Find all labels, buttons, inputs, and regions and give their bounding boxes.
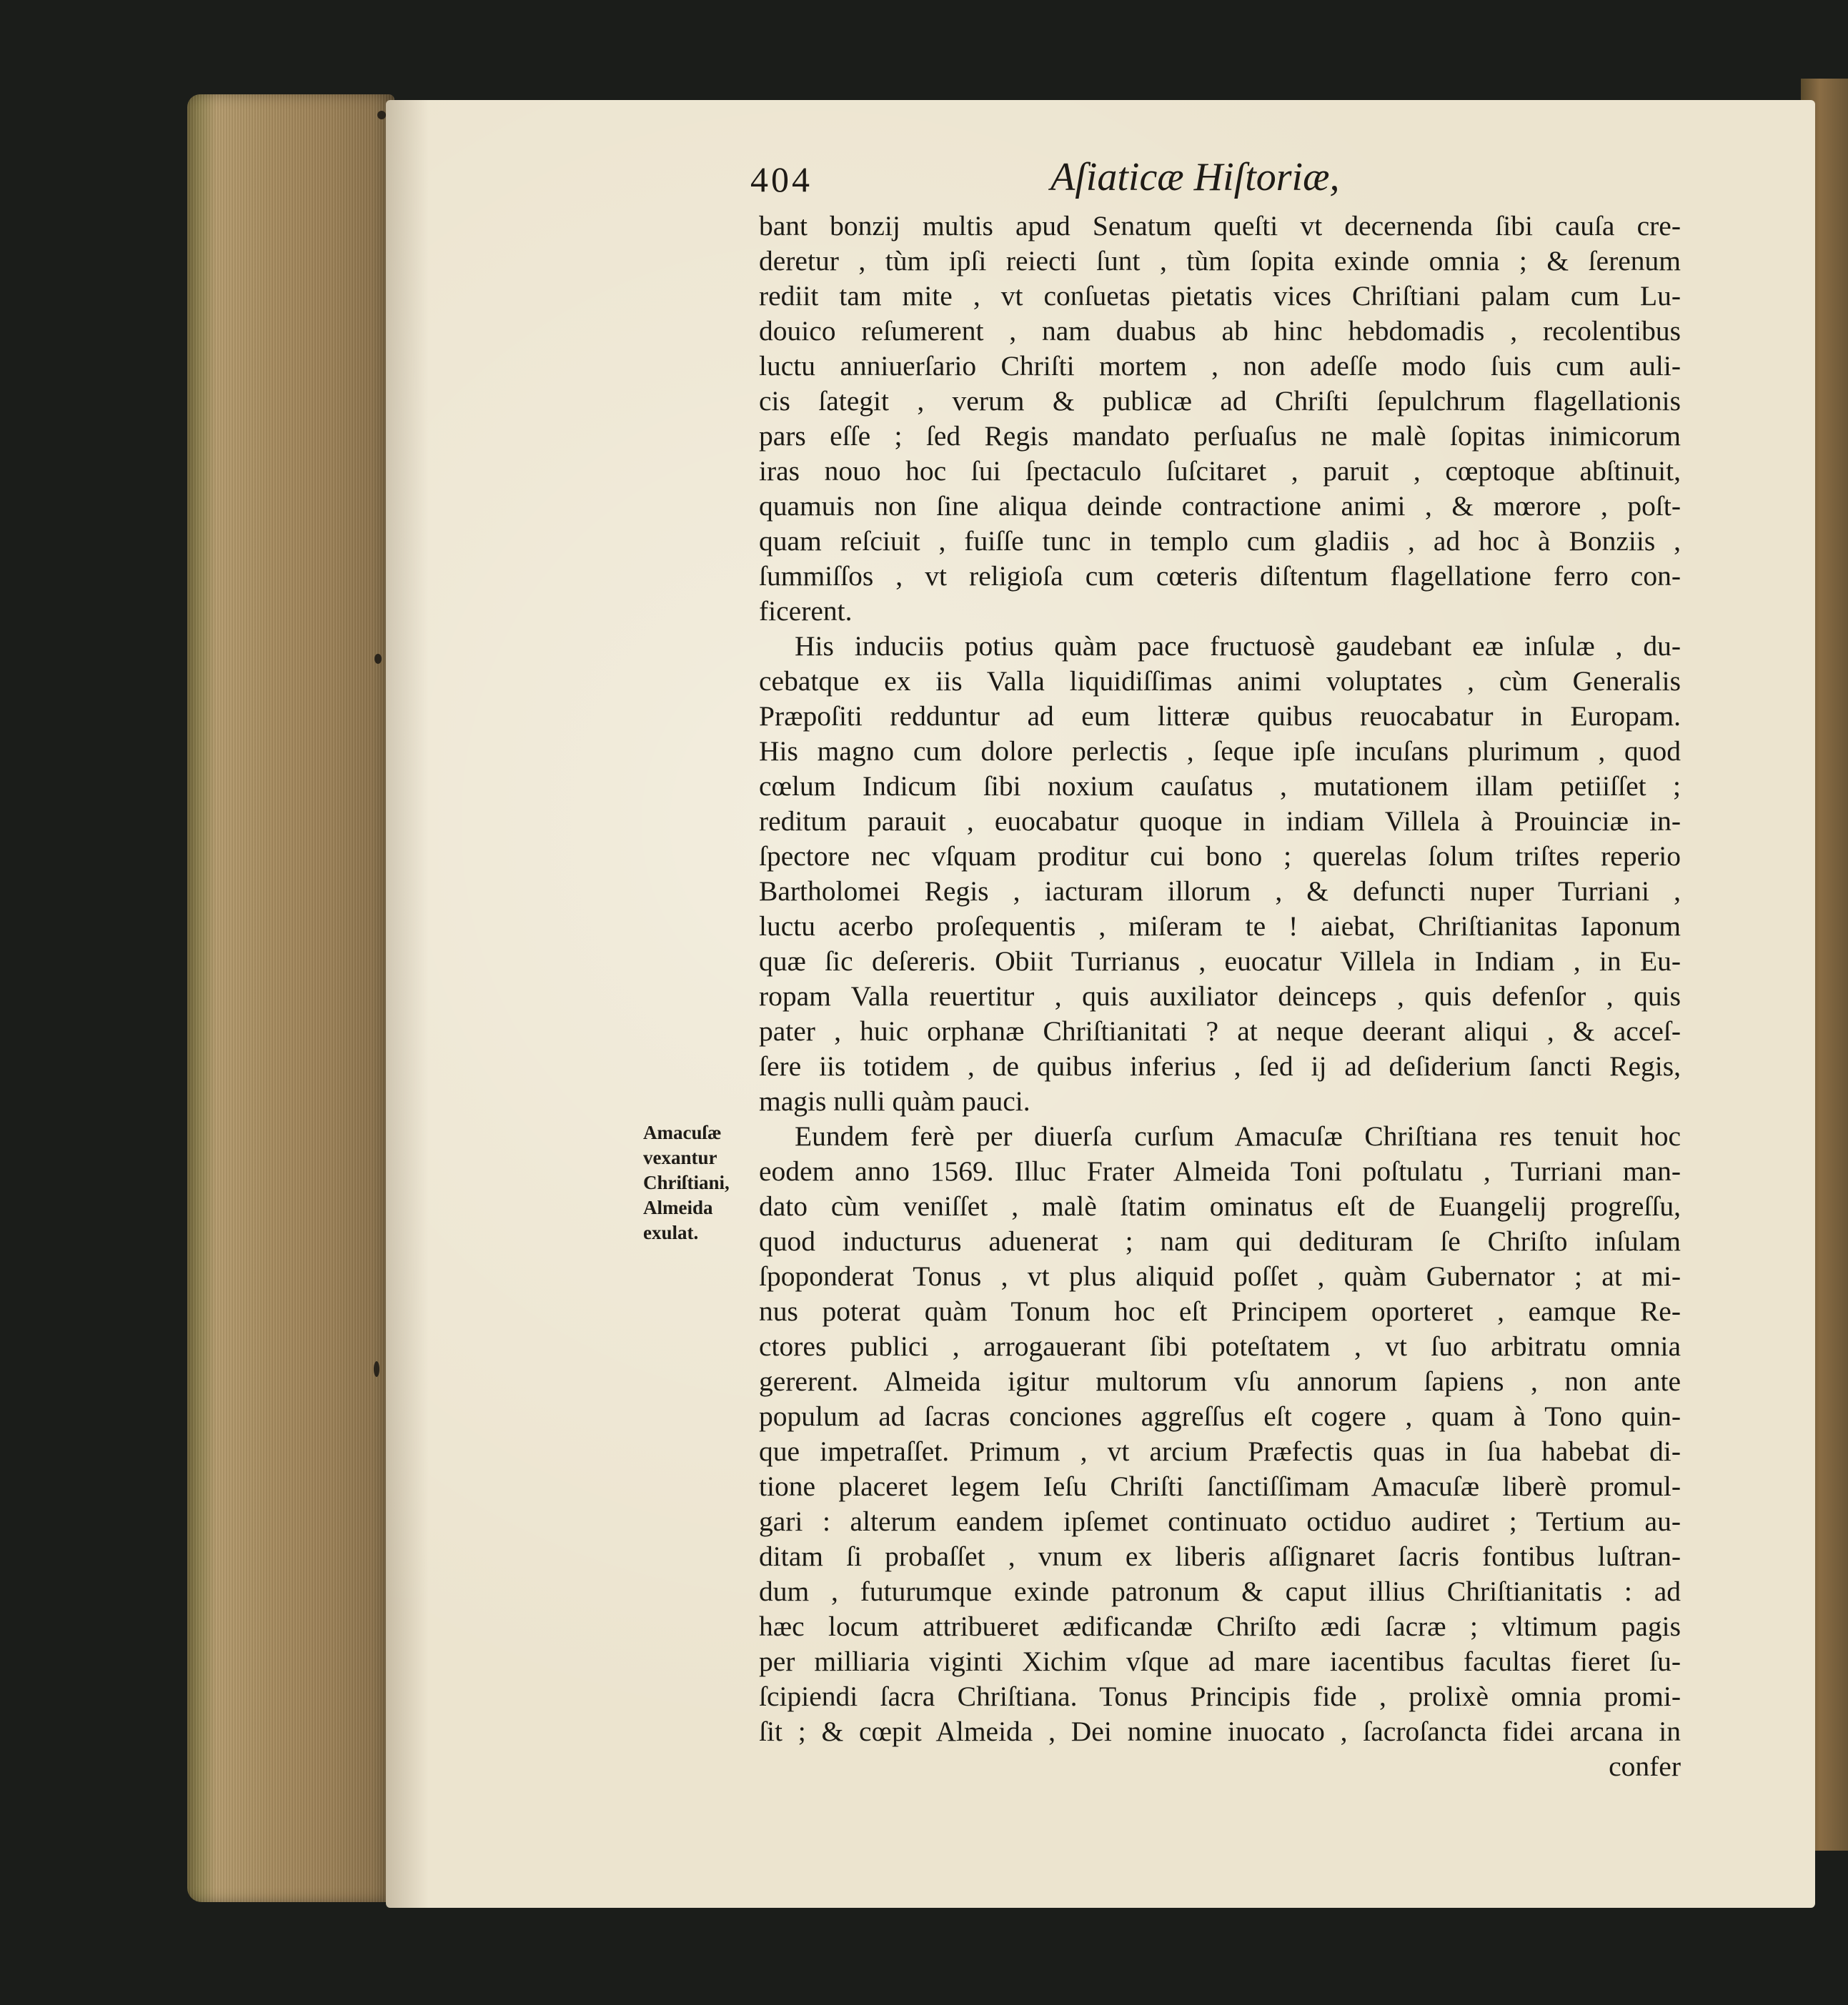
- marginal-note-line: exulat.: [643, 1222, 699, 1243]
- ink-spot: [377, 111, 386, 119]
- text-line: bant bonzij multis apud Senatum queſti vt decernenda ſibi cauſa cre-: [759, 210, 1681, 242]
- marginal-note-line: Almeida: [643, 1197, 713, 1218]
- text-line: quam reſciuit , fuiſſe tunc in templo cum gladiis , ad hoc à Bonziis ,: [759, 525, 1681, 557]
- text-line: Eundem ferè per diuerſa curſum Amacuſæ Chriſtiana res tenuit hoc: [795, 1120, 1681, 1152]
- text-line: ſummiſſos , vt religioſa cum cœteris diſtentum flagellatione ferro con-: [759, 560, 1681, 592]
- text-line: ditam ſi probaſſet , vnum ex liberis aſſignaret ſacris fontibus luſtran-: [759, 1541, 1681, 1572]
- body-text: [759, 209, 1681, 1784]
- text-line: eodem anno 1569. Illuc Frater Almeida Toni poſtulatu , Turriani man-: [759, 1155, 1681, 1187]
- text-line: tione placeret legem Ieſu Chriſti ſanctiſſimam Amacuſæ liberè promul-: [759, 1471, 1681, 1502]
- text-line: ſit ; & cœpit Almeida , Dei nomine inuocato , ſacroſancta fidei arcana in: [759, 1716, 1681, 1747]
- text-line: His induciis potius quàm pace fructuosè gaudebant eæ inſulæ , du-: [795, 630, 1681, 662]
- text-line: magis nulli quàm pauci.: [759, 1085, 1030, 1117]
- text-line: quæ ſic deſereris. Obiit Turrianus , euocatur Villela in Indiam , in Eu-: [759, 945, 1681, 977]
- text-line: confer: [1609, 1751, 1681, 1782]
- marginal-note-line: Amacuſæ: [643, 1122, 722, 1143]
- text-line: cœlum Indicum ſibi noxium cauſatus , mutationem illam petiiſſet ;: [759, 770, 1681, 802]
- text-line: rediit tam mite , vt conſuetas pietatis vices Chriſtiani palam cum Lu-: [759, 280, 1681, 312]
- text-line: douico reſumerent , nam duabus ab hinc hebdomadis , recolentibus: [759, 315, 1681, 347]
- text-line: que impetraſſet. Primum , vt arcium Præfectis quas in ſua habebat di-: [759, 1436, 1681, 1467]
- text-line: pars eſſe ; ſed Regis mandato perſuaſus ne malè ſopitas inimicorum: [759, 420, 1681, 452]
- text-line: quod inducturus aduenerat ; nam qui dedituram ſe Chriſto inſulam: [759, 1225, 1681, 1257]
- text-line: ficerent.: [759, 595, 853, 627]
- text-line: luctu anniuerſario Chriſti mortem , non adeſſe modo ſuis cum auli-: [759, 350, 1681, 382]
- text-line: populum ad ſacras conciones aggreſſus eſt cogere , quam à Tono quin-: [759, 1400, 1681, 1432]
- text-line: iras nouo hoc ſui ſpectaculo ſuſcitaret , paruit , cœptoque abſtinuit,: [759, 455, 1681, 487]
- text-line: Præpoſiti redduntur ad eum litteræ quibus reuocabatur in Europam.: [759, 700, 1681, 732]
- marginal-note-line: vexantur: [643, 1147, 717, 1168]
- text-line: ſere iis totidem , de quibus inferius , ſed ij ad deſiderium ſancti Regis,: [759, 1050, 1681, 1082]
- ink-spot: [374, 1361, 379, 1377]
- text-line: dum , futurumque exinde patronum & caput illius Chriſtianitatis : ad: [759, 1576, 1681, 1607]
- page-number: 404: [750, 159, 813, 199]
- text-line: deretur , tùm ipſi reiecti ſunt , tùm ſopita exinde omnia ; & ſerenum: [759, 245, 1681, 277]
- ink-spot: [374, 654, 382, 664]
- text-line: ſpectore nec vſquam proditur cui bono ; querelas ſolum triſtes reperio: [759, 840, 1681, 872]
- text-line: ctores publici , arrogauerant ſibi poteſtatem , vt ſuo arbitratu omnia: [759, 1330, 1681, 1362]
- marginal-note-line: Chriſtiani,: [643, 1172, 730, 1193]
- text-line: per milliaria viginti Xichim vſque ad mare iacentibus facultas fieret ſu-: [759, 1646, 1681, 1677]
- text-line: quamuis non ſine aliqua deinde contractione animi , & mœrore , poſt-: [759, 490, 1681, 522]
- marginal-note: [643, 1120, 750, 1245]
- running-header: [750, 155, 1679, 209]
- text-line: reditum parauit , euocabatur quoque in indiam Villela à Prouinciæ in-: [759, 805, 1681, 837]
- text-line: ſpoponderat Tonus , vt plus aliquid poſſet , quàm Gubernator ; at mi-: [759, 1260, 1681, 1292]
- text-line: cebatque ex iis Valla liquidiſſimas animi voluptates , cùm Generalis: [759, 665, 1681, 697]
- text-line: luctu acerbo proſequentis , miſeram te ! aiebat, Chriſtianitas Iaponum: [759, 910, 1681, 942]
- text-line: gererent. Almeida igitur multorum vſu annorum ſapiens , non ante: [759, 1365, 1681, 1397]
- text-line: ropam Valla reuertitur , quis auxiliator deinceps , quis defenſor , quis: [759, 980, 1681, 1012]
- text-line: ſcipiendi ſacra Chriſtiana. Tonus Principis fide , prolixè omnia promi-: [759, 1681, 1681, 1712]
- text-line: dato cùm veniſſet , malè ſtatim ominatus eſt de Euangelij progreſſu,: [759, 1190, 1681, 1222]
- text-line: nus poterat quàm Tonum hoc eſt Principem oporteret , eamque Re-: [759, 1295, 1681, 1327]
- text-line: cis ſategit , verum & publicæ ad Chriſti ſepulchrum flagellationis: [759, 385, 1681, 417]
- text-line: pater , huic orphanæ Chriſtianitati ? at neque deerant aliqui , & acceſ-: [759, 1015, 1681, 1047]
- running-title: Aſiaticæ Hiſtoriæ,: [1050, 155, 1340, 199]
- text-line: gari : alterum eandem ipſemet continuato octiduo audiret ; Tertium au-: [759, 1506, 1681, 1537]
- book-fore-edge: [187, 94, 394, 1902]
- text-line: Bartholomei Regis , iacturam illorum , & defuncti nuper Turriani ,: [759, 875, 1681, 907]
- text-line: His magno cum dolore perlectis , ſeque ipſe incuſans plurimum , quod: [759, 735, 1681, 767]
- text-line: hæc locum attribueret ædificandæ Chriſto ædi ſacræ ; vltimum pagis: [759, 1611, 1681, 1642]
